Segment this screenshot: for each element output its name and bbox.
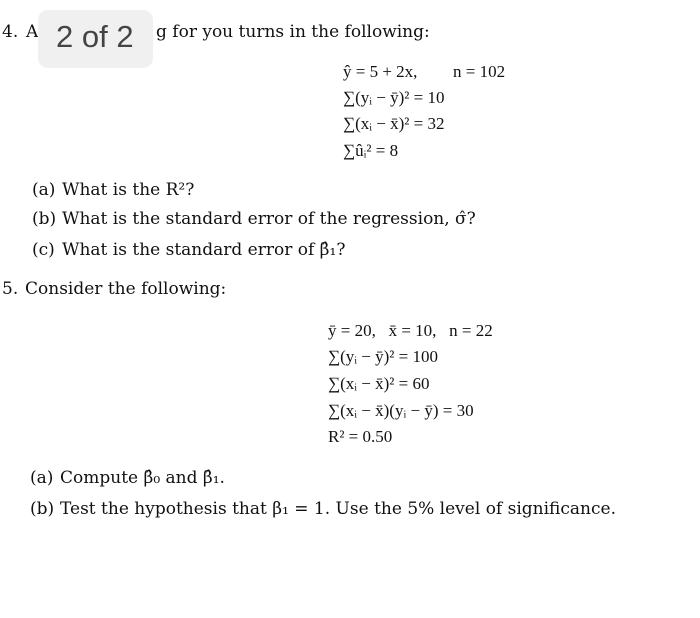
q4-number: 4.: [2, 22, 19, 42]
q4-lead: A: [26, 22, 39, 42]
q4-eq-ssr: ∑ûᵢ² = 8: [343, 141, 399, 160]
q4b-text: What is the standard error of the regression, σ̂?: [62, 209, 476, 229]
q4a-text: What is the R²?: [62, 180, 195, 200]
q5-eq-sxx: ∑(xᵢ − x̄)² = 60: [328, 374, 430, 393]
q4-intro-text: g for you turns in the following:: [156, 22, 430, 42]
q5-eq-means: ȳ = 20, x̄ = 10, n = 22: [328, 321, 493, 340]
q4-eq-sxx: ∑(xᵢ − x̄)² = 32: [343, 114, 445, 133]
q5-eq-sxy: ∑(xᵢ − x̄)(yᵢ − ȳ) = 30: [328, 401, 474, 420]
page-indicator-text: 2 of 2: [56, 19, 134, 54]
q4-eq-n: n = 102: [453, 62, 506, 81]
q5b-label: (b): [30, 499, 55, 519]
q5b-text: Test the hypothesis that β₁ = 1. Use the 5% level of significance.: [60, 499, 616, 519]
q4b-label: (b): [32, 209, 57, 229]
q5-number: 5.: [2, 279, 19, 299]
q4c-text: What is the standard error of β̂₁?: [62, 240, 346, 260]
q4a-label: (a): [32, 180, 56, 200]
q4-eq-sst: ∑(yᵢ − ȳ)² = 10: [343, 88, 445, 107]
q4c-label: (c): [32, 240, 55, 260]
page-indicator-badge: [38, 10, 153, 68]
q4-eq-regression: ŷ = 5 + 2x,: [343, 62, 418, 81]
q5-eq-sst: ∑(yᵢ − ȳ)² = 100: [328, 347, 438, 366]
q5a-text: Compute β̂₀ and β̂₁.: [60, 468, 225, 488]
q5-eq-r2: R² = 0.50: [328, 427, 393, 446]
q5a-label: (a): [30, 468, 54, 488]
q5-intro-text: Consider the following:: [25, 279, 227, 299]
